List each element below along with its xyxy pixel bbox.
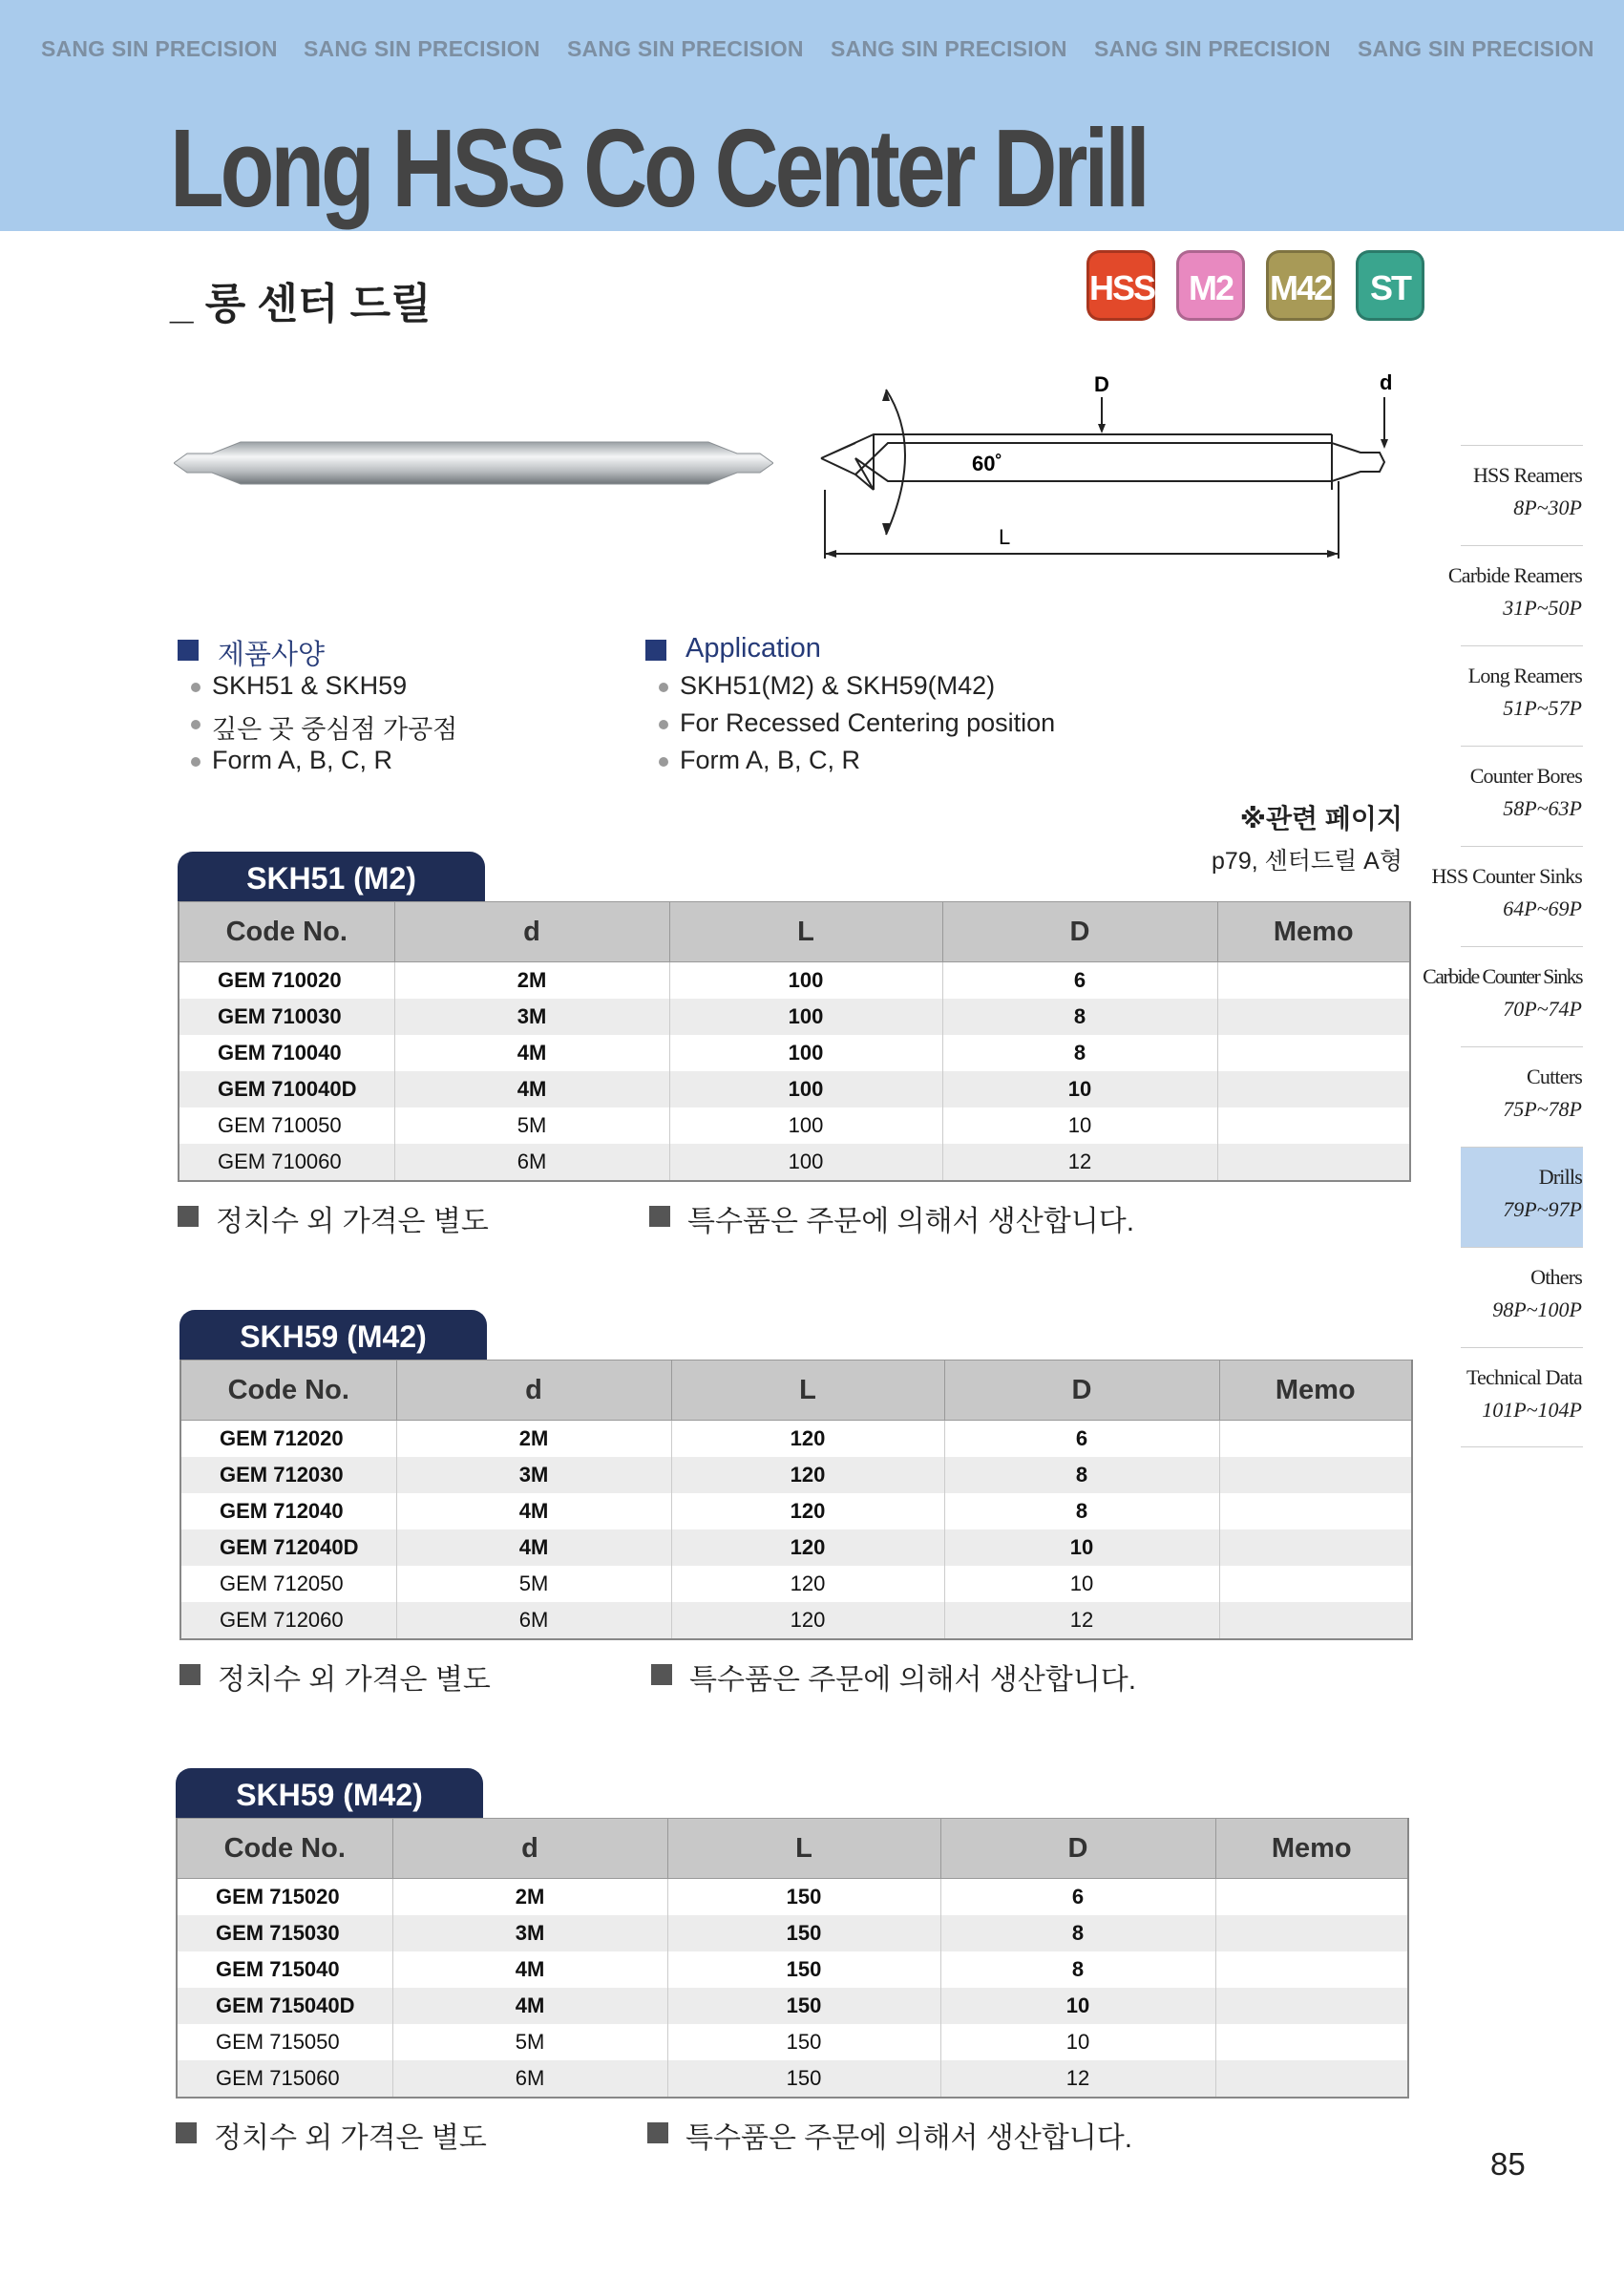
table-row: GEM 712040 4M 120 8: [180, 1493, 1412, 1529]
note-special-order: 특수품은 주문에 의해서 생산합니다.: [647, 2114, 1132, 2156]
note-price: 정치수 외 가격은 별도: [178, 1197, 489, 1239]
table-row: GEM 712030 3M 120 8: [180, 1457, 1412, 1493]
sidenav-item-hss-reamers[interactable]: HSS Reamers 8P~30P: [1461, 445, 1583, 545]
material-badge-hss: HSS: [1086, 250, 1155, 321]
table-row: GEM 715040 4M 150 8: [177, 1951, 1408, 1988]
sidenav-item-long-reamers[interactable]: Long Reamers 51P~57P: [1461, 645, 1583, 746]
column-header-code: Code No.: [180, 1360, 396, 1421]
sidenav-item-counter-bores[interactable]: Counter Bores 58P~63P: [1461, 746, 1583, 846]
sidenav-item-carbide-reamers[interactable]: Carbide Reamers 31P~50P: [1461, 545, 1583, 645]
spec-kr-item: 깊은 곳 중심점 가공점: [178, 708, 457, 746]
brand-text: SANG SIN PRECISION: [1094, 36, 1331, 61]
column-header-code: Code No.: [177, 1819, 392, 1879]
table-row: GEM 712020 2M 120 6: [180, 1421, 1412, 1458]
spec-kr-item: Form A, B, C, R: [178, 746, 457, 783]
table-row: GEM 715060 6M 150 12: [177, 2060, 1408, 2098]
brand-text: SANG SIN PRECISION: [304, 36, 540, 61]
sidenav-item-carbide-counter-sinks[interactable]: Carbide Counter Sinks 70P~74P: [1461, 946, 1583, 1046]
column-header-d-small: d: [392, 1819, 667, 1879]
table-row: GEM 710060 6M 100 12: [179, 1144, 1410, 1181]
sidenav-item-drills[interactable]: Drills 79P~97P: [1461, 1147, 1583, 1247]
sidenav-item-others[interactable]: Others 98P~100P: [1461, 1247, 1583, 1347]
product-table-skh51: [178, 901, 1411, 1182]
table-row: GEM 715030 3M 150 8: [177, 1915, 1408, 1951]
diagram-label-angle: 60˚: [972, 452, 1002, 475]
page-title: Long HSS Co Center Drill: [170, 106, 1147, 230]
column-header-memo: Memo: [1215, 1819, 1408, 1879]
spec-en-heading: Application: [645, 633, 1055, 671]
sidenav-item-cutters[interactable]: Cutters 75P~78P: [1461, 1046, 1583, 1147]
note-special-order: 특수품은 주문에 의해서 생산합니다.: [649, 1197, 1134, 1239]
page-number: 85: [1490, 2146, 1526, 2182]
column-header-L: L: [671, 1360, 944, 1421]
column-header-D: D: [942, 902, 1217, 962]
table-row: GEM 710020 2M 100 6: [179, 962, 1410, 1000]
related-page-ref: p79, 센터드릴 A형: [1212, 848, 1403, 875]
column-header-L: L: [667, 1819, 940, 1879]
diagram-label-d: d: [1380, 370, 1393, 394]
note-special-order: 특수품은 주문에 의해서 생산합니다.: [651, 1656, 1136, 1698]
table-row: GEM 710040D 4M 100 10: [179, 1071, 1410, 1107]
brand-repeat-row: [0, 36, 1624, 65]
table-row: GEM 715050 5M 150 10: [177, 2024, 1408, 2060]
page-subtitle: _ 롱 센터 드릴: [170, 281, 432, 327]
table-row: GEM 715020 2M 150 6: [177, 1879, 1408, 1916]
material-badge-m42: M42: [1266, 250, 1335, 321]
brand-text: SANG SIN PRECISION: [567, 36, 804, 61]
related-page-label: ※관련 페이지: [1239, 804, 1403, 833]
table-row: GEM 710040 4M 100 8: [179, 1035, 1410, 1071]
drill-photo: [174, 434, 773, 492]
table-tab-skh59-150: SKH59 (M42): [176, 1768, 483, 1818]
table-row: GEM 710030 3M 100 8: [179, 999, 1410, 1035]
spec-en-item: For Recessed Centering position: [645, 708, 1055, 746]
sidenav-item-hss-counter-sinks[interactable]: HSS Counter Sinks 64P~69P: [1461, 846, 1583, 946]
column-header-D: D: [944, 1360, 1219, 1421]
material-badge-m2: M2: [1176, 250, 1245, 321]
spec-en-item: SKH51(M2) & SKH59(M42): [645, 671, 1055, 708]
spec-kr: [178, 633, 457, 783]
spec-kr-heading: 제품사양: [178, 633, 457, 671]
column-header-code: Code No.: [179, 902, 394, 962]
product-table-skh59-150: [176, 1818, 1409, 2099]
brand-text: SANG SIN PRECISION: [831, 36, 1067, 61]
brand-text: SANG SIN PRECISION: [41, 36, 278, 61]
column-header-memo: Memo: [1217, 902, 1410, 962]
drill-dimension-diagram: [812, 363, 1413, 568]
product-table-skh59-120: [179, 1360, 1413, 1640]
table-row: GEM 710050 5M 100 10: [179, 1107, 1410, 1144]
table-row: GEM 712060 6M 120 12: [180, 1602, 1412, 1639]
material-badge-st: ST: [1356, 250, 1424, 321]
spec-en-item: Form A, B, C, R: [645, 746, 1055, 783]
column-header-memo: Memo: [1219, 1360, 1412, 1421]
related-page: [1212, 798, 1403, 876]
sidenav-item-technical-data[interactable]: Technical Data 101P~104P: [1461, 1347, 1583, 1447]
note-price: 정치수 외 가격은 별도: [176, 2114, 487, 2156]
diagram-label-L: L: [999, 525, 1011, 549]
column-header-D: D: [940, 1819, 1215, 1879]
table-tab-skh51: SKH51 (M2): [178, 852, 485, 901]
table-row: GEM 715040D 4M 150 10: [177, 1988, 1408, 2024]
spec-kr-item: SKH51 & SKH59: [178, 671, 457, 708]
column-header-d-small: d: [396, 1360, 671, 1421]
category-sidenav: [1423, 445, 1583, 1447]
table-row: GEM 712040D 4M 120 10: [180, 1529, 1412, 1566]
column-header-L: L: [669, 902, 942, 962]
brand-text: SANG SIN PRECISION: [1358, 36, 1594, 61]
note-price: 정치수 외 가격은 별도: [179, 1656, 491, 1698]
diagram-label-D: D: [1094, 372, 1109, 396]
table-tab-skh59-120: SKH59 (M42): [179, 1310, 487, 1360]
spec-en: [645, 633, 1055, 783]
table-row: GEM 712050 5M 120 10: [180, 1566, 1412, 1602]
column-header-d-small: d: [394, 902, 669, 962]
